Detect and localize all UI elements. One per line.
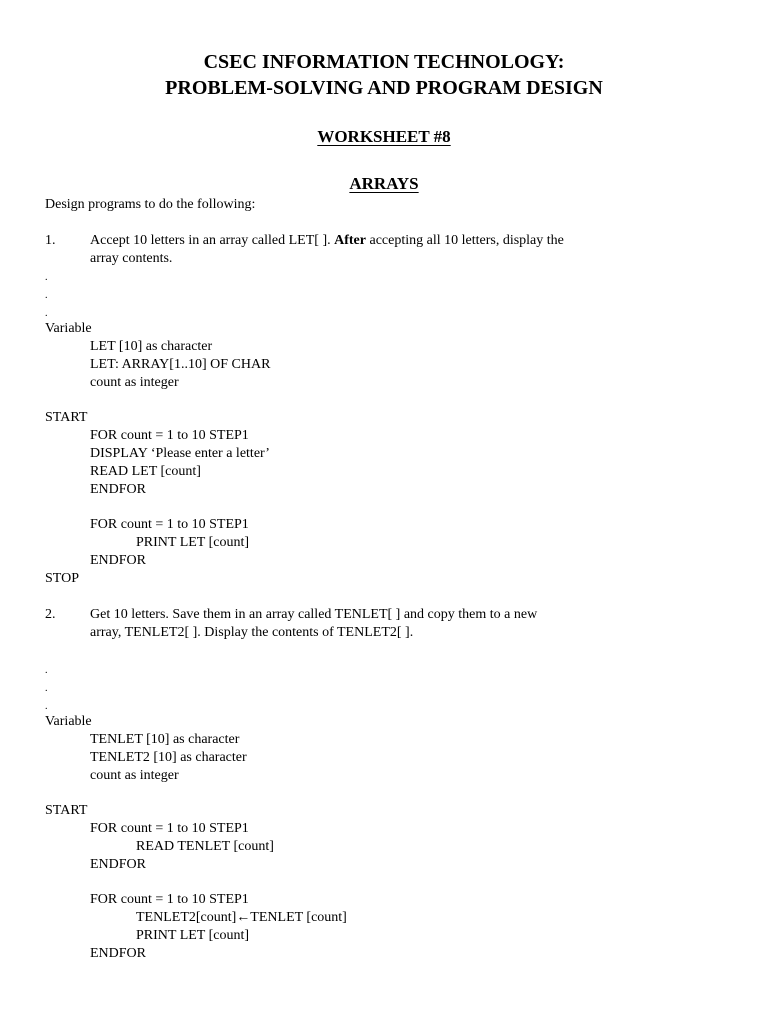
document-title-line2: PROBLEM-SOLVING AND PROGRAM DESIGN xyxy=(165,77,603,99)
worksheet-heading xyxy=(0,127,768,147)
question-2-text-line1: Get 10 letters. Save them in an array called TENLET[ ] and copy them to a new xyxy=(90,607,538,622)
ellipsis-dot: . xyxy=(45,272,48,283)
q1-decl-1: LET [10] as character xyxy=(90,339,213,354)
q1-start: START xyxy=(45,410,88,425)
q2-decl-1: TENLET [10] as character xyxy=(90,732,240,747)
q2-decl-2: TENLET2 [10] as character xyxy=(90,750,247,765)
q2-endfor-1: ENDFOR xyxy=(90,857,147,872)
question-2-text-line2: array, TENLET2[ ]. Display the contents of TENLET2[ ]. xyxy=(90,625,414,640)
question-1-text-b: accepting all 10 letters, display the xyxy=(369,233,564,248)
question-1-text xyxy=(90,232,564,250)
ellipsis-dot: . xyxy=(45,665,48,676)
q1-stop: STOP xyxy=(45,571,79,586)
q1-endfor-1: ENDFOR xyxy=(90,482,147,497)
q2-print: PRINT LET [count] xyxy=(136,928,250,943)
q1-read: READ LET [count] xyxy=(90,464,201,479)
q1-decl-3: count as integer xyxy=(90,375,179,390)
q1-variable-label: Variable xyxy=(45,321,92,336)
question-1-number: 1. xyxy=(45,233,56,248)
question-1-emphasis: After xyxy=(334,233,366,248)
question-2-number: 2. xyxy=(45,607,56,622)
q2-for-2: FOR count = 1 to 10 STEP1 xyxy=(90,892,249,907)
topic-heading xyxy=(0,174,768,194)
ellipsis-dot: . xyxy=(45,701,48,712)
ellipsis-dot: . xyxy=(45,308,48,319)
q1-decl-2: LET: ARRAY[1..10] OF CHAR xyxy=(90,357,271,372)
q1-for-1: FOR count = 1 to 10 STEP1 xyxy=(90,428,249,443)
q1-for-2: FOR count = 1 to 10 STEP1 xyxy=(90,517,249,532)
q2-variable-label: Variable xyxy=(45,714,92,729)
question-1-text-line2: array contents. xyxy=(90,251,173,266)
worksheet-number: WORKSHEET #8 xyxy=(317,127,451,146)
q2-for-1: FOR count = 1 to 10 STEP1 xyxy=(90,821,249,836)
question-1-text-a: Accept 10 letters in an array called LET[ ]. xyxy=(90,233,331,248)
q2-assign: TENLET2[count]←TENLET [count] xyxy=(136,910,347,925)
intro-text: Design programs to do the following: xyxy=(45,197,256,212)
q2-endfor-2: ENDFOR xyxy=(90,946,147,961)
ellipsis-dot: . xyxy=(45,683,48,694)
q1-print: PRINT LET [count] xyxy=(136,535,250,550)
document-title-line1: CSEC INFORMATION TECHNOLOGY: xyxy=(203,51,565,73)
q1-display: DISPLAY ‘Please enter a letter’ xyxy=(90,446,270,461)
q2-decl-3: count as integer xyxy=(90,768,179,783)
q2-start: START xyxy=(45,803,88,818)
q1-endfor-2: ENDFOR xyxy=(90,553,147,568)
ellipsis-dot: . xyxy=(45,290,48,301)
topic-title: ARRAYS xyxy=(349,174,419,193)
q2-read: READ TENLET [count] xyxy=(136,839,274,854)
